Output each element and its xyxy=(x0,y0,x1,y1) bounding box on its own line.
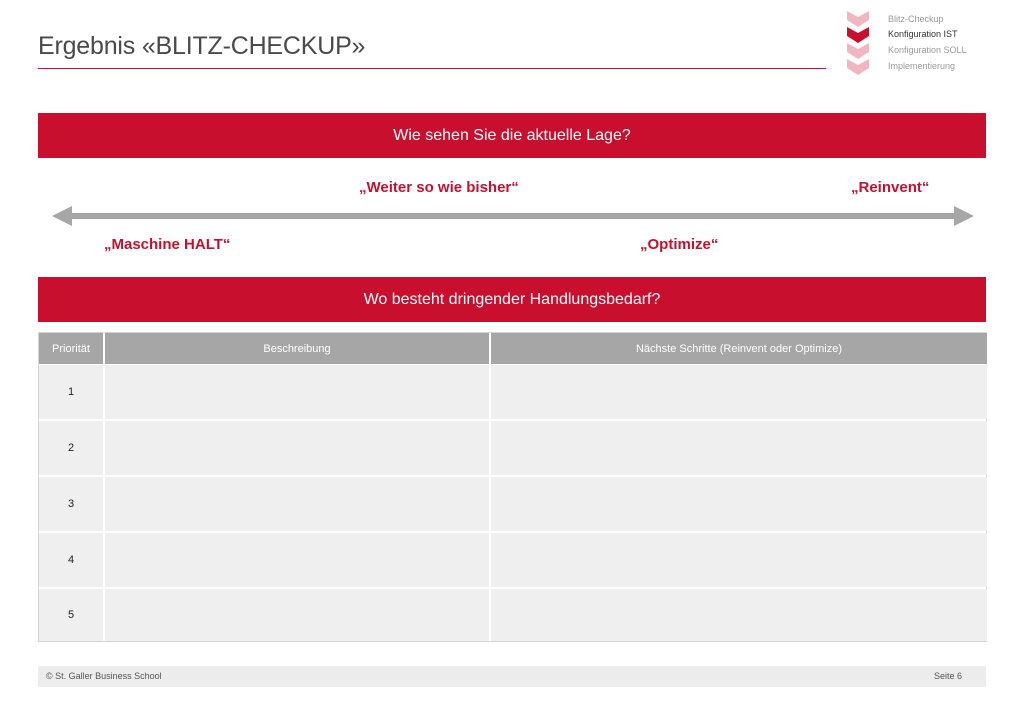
scale-label-reinvent: „Reinvent“ xyxy=(851,179,930,196)
column-header-naechste-schritte: Nächste Schritte (Reinvent oder Optimize) xyxy=(491,333,987,364)
section-banner-handlungsbedarf xyxy=(38,277,986,322)
chevron-down-icon xyxy=(846,27,870,43)
page-number: Seite 6 xyxy=(933,671,962,681)
scale-label-weiter-so: „Weiter so wie bisher“ xyxy=(359,179,519,196)
section-banner-situation xyxy=(38,113,986,158)
table-cell-naechste-schritte[interactable] xyxy=(491,533,987,587)
nav-item-implementierung: Implementierung xyxy=(888,61,956,71)
table-row-number: 5 xyxy=(39,589,103,641)
table-cell-naechste-schritte[interactable] xyxy=(491,421,987,475)
priority-table xyxy=(38,332,987,642)
table-cell-naechste-schritte[interactable] xyxy=(491,477,987,531)
table-row-number: 4 xyxy=(39,533,103,587)
section-title: Wo besteht dringender Handlungsbedarf? xyxy=(363,290,661,308)
chevron-down-icon xyxy=(846,11,870,27)
column-header-prioritaet: Priorität xyxy=(39,333,103,364)
table-row-number: 1 xyxy=(39,365,103,419)
section-title: Wie sehen Sie die aktuelle Lage? xyxy=(393,126,631,144)
nav-item-konfiguration-soll: Konfiguration SOLL xyxy=(888,45,967,55)
footer xyxy=(38,666,986,687)
table-cell-naechste-schritte[interactable] xyxy=(491,365,987,419)
progress-navigation xyxy=(846,11,1016,77)
chevron-down-icon xyxy=(846,43,870,59)
page-title: Ergebnis «BLITZ-CHECKUP» xyxy=(38,32,366,60)
table-row-number: 3 xyxy=(39,477,103,531)
table-cell-beschreibung[interactable] xyxy=(105,589,489,641)
title-rule xyxy=(38,68,826,69)
table-cell-beschreibung[interactable] xyxy=(105,533,489,587)
nav-item-konfiguration-ist: Konfiguration IST xyxy=(888,29,958,39)
table-cell-naechste-schritte[interactable] xyxy=(491,589,987,641)
nav-item-blitz-checkup: Blitz-Checkup xyxy=(888,14,944,24)
scale-label-maschine-halt: „Maschine HALT“ xyxy=(104,236,231,253)
scale-label-optimize: „Optimize“ xyxy=(640,236,719,253)
table-row-number: 2 xyxy=(39,421,103,475)
double-arrow-icon xyxy=(52,205,974,227)
footer-copyright: © St. Galler Business School xyxy=(46,671,162,681)
table-cell-beschreibung[interactable] xyxy=(105,477,489,531)
table-cell-beschreibung[interactable] xyxy=(105,421,489,475)
chevron-down-icon xyxy=(846,59,870,75)
table-cell-beschreibung[interactable] xyxy=(105,365,489,419)
column-header-beschreibung: Beschreibung xyxy=(105,333,489,364)
